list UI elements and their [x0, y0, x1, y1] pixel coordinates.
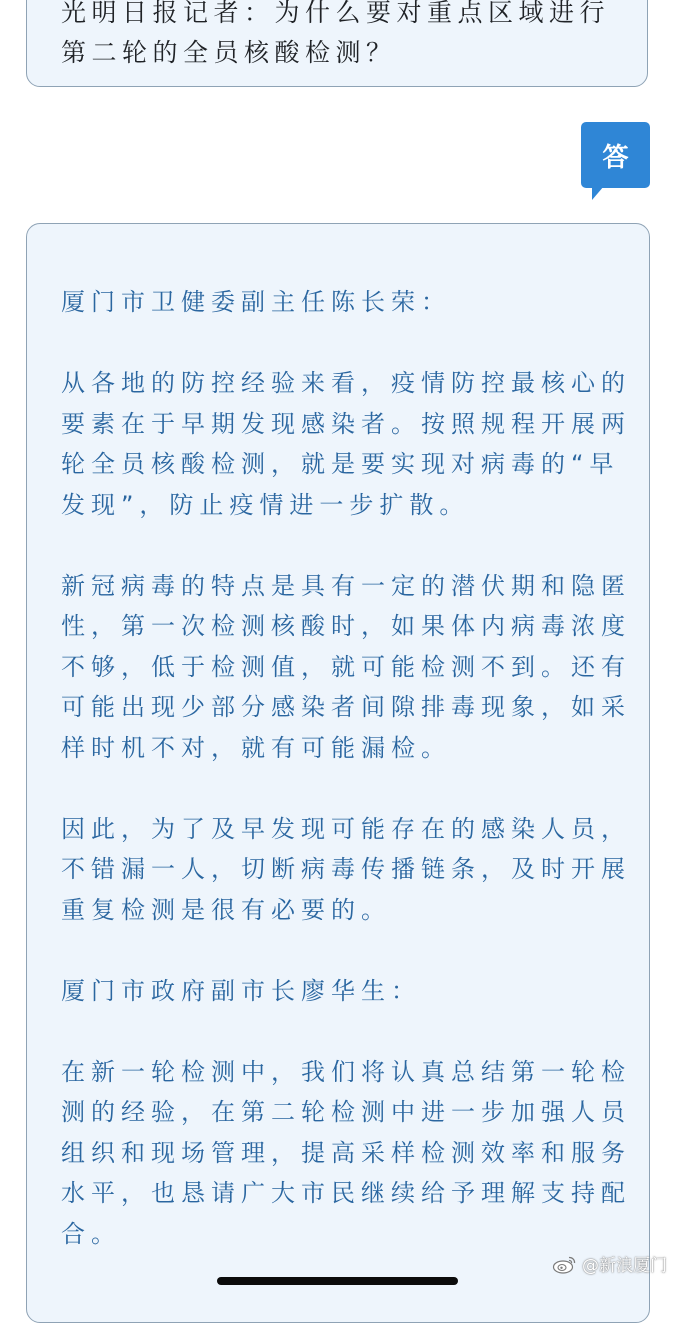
question-card: [26, 0, 648, 87]
watermark: [552, 1251, 667, 1276]
speech-bubble-tail-icon: [592, 186, 604, 200]
answer-paragraph: 在新一轮检测中，我们将认真总结第一轮检测的经验，在第二轮检测中进一步加强人员组织和现场管理，提高采样检测效率和服务水平，也恳请广大市民继续给予理解支持配合。: [61, 1057, 631, 1248]
home-indicator[interactable]: [217, 1277, 458, 1285]
answer-paragraph: 新冠病毒的特点是具有一定的潜伏期和隐匿性，第一次检测核酸时，如果体内病毒浓度不够，低于检测值，就可能检测不到。还有可能出现少部分感染者间隙排毒现象，如采样时机不对，就有可能漏检。: [61, 571, 631, 762]
weibo-icon: [552, 1254, 578, 1274]
answer-badge: [581, 122, 650, 188]
answer-paragraph: 从各地的防控经验来看，疫情防控最核心的要素在于早期发现感染者。按照规程开展两轮全员核酸检测，就是要实现对病毒的“早发现”，防止疫情进一步扩散。: [61, 369, 631, 519]
answer-card: [26, 223, 650, 1323]
speaker-name: 厦门市卫健委副主任陈长荣：: [61, 288, 451, 316]
answer-paragraph: 因此，为了及早发现可能存在的感染人员，不错漏一人，切断病毒传播链条，及时开展重复检测是很有必要的。: [61, 814, 631, 924]
question-text: 光明日报记者：为什么要对重点区域进行第二轮的全员核酸检测？: [61, 0, 611, 67]
answer-content: [61, 282, 631, 1295]
watermark-text: @新浪厦门: [582, 1256, 667, 1276]
speaker-name: 厦门市政府副市长廖华生：: [61, 976, 421, 1005]
answer-badge-label: 答: [602, 142, 629, 173]
